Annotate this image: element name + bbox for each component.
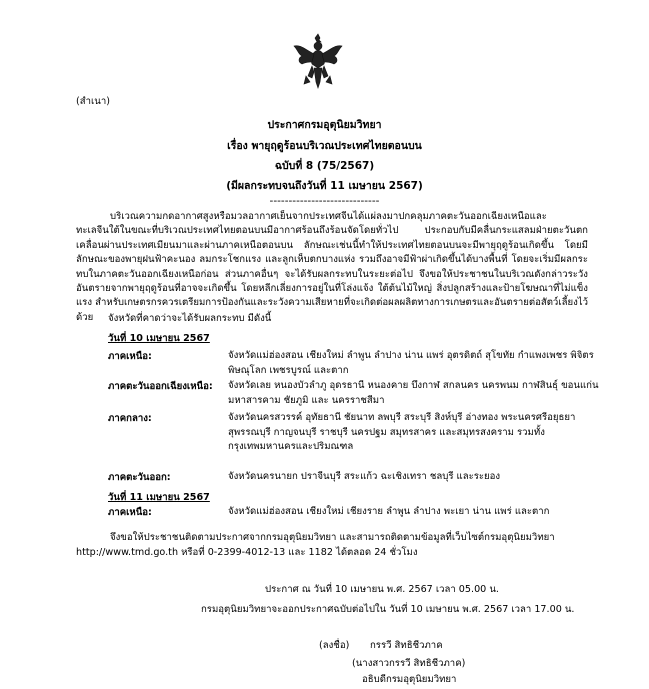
subject-line: เรื่อง พายุฤดูร้อนบริเวณประเทศไทยตอนบน bbox=[227, 140, 422, 152]
announcement-date: ประกาศ ณ วันที่ 10 เมษายน พ.ศ. 2567 เวลา 05.00 น. bbox=[265, 584, 499, 595]
region-label: ภาคเหนือ: bbox=[108, 351, 152, 362]
issue-number: ฉบับที่ 8 (75/2567) bbox=[274, 160, 375, 172]
region-provinces: จังหวัดเลย หนองบัวลำภู อุดรธานี หนองคาย บึงกาฬ สกลนคร นครพนม กาฬสินธุ์ ขอนแก่น มหาสารคาม ชัยภูมิ และ นครราชสีมา bbox=[228, 380, 599, 406]
signature-name: กรรวี สิทธิชีวภาค bbox=[370, 640, 443, 651]
signatory-title: อธิบดีกรมอุตุนิยมวิทยา bbox=[362, 674, 457, 685]
copy-label: (สำเนา) bbox=[76, 96, 110, 107]
region-provinces: จังหวัดแม่ฮ่องสอน เชียงใหม่ ลำพูน ลำปาง น่าน แพร่ อุตรดิตถ์ สุโขทัย กำแพงเพชร พิจิตร พิษณุโลก เพชรบูรณ์ และตาก bbox=[228, 350, 594, 376]
day1-heading: วันที่ 10 เมษายน 2567 bbox=[108, 333, 210, 344]
signature-label: (ลงชื่อ) bbox=[319, 640, 350, 651]
region-label: ภาคกลาง: bbox=[108, 413, 152, 424]
signatory-fullname: (นางสาวกรรวี สิทธิชีวภาค) bbox=[352, 658, 466, 669]
effective-date: (มีผลกระทบจนถึงวันที่ 11 เมษายน 2567) bbox=[226, 180, 423, 192]
region-provinces: จังหวัดแม่ฮ่องสอน เชียงใหม่ เชียงราย ลำพูน ลำปาง พะเยา น่าน แพร่ และตาก bbox=[228, 506, 550, 517]
region-label: ภาคเหนือ: bbox=[108, 507, 152, 518]
region-label: ภาคตะวันออกเฉียงเหนือ: bbox=[108, 381, 213, 392]
region-provinces: จังหวัดนครสวรรค์ อุทัยธานี ชัยนาท ลพบุรี สระบุรี สิงห์บุรี อ่างทอง พระนครศรีอยุธยา สุพรรณบุรี กาญจนบุรี ราชบุรี นครปฐม สมุทรสาคร และสมุทรสงคราม รวมทั้งกรุงเทพมหานครและปริมณฑล bbox=[228, 412, 576, 453]
day2-heading: วันที่ 11 เมษายน 2567 bbox=[108, 492, 210, 503]
region-label: ภาคตะวันออก: bbox=[108, 472, 171, 483]
next-notice: กรมอุตุนิยมวิทยาจะออกประกาศฉบับต่อไปใน วันที่ 10 เมษายน พ.ศ. 2567 เวลา 17.00 น. bbox=[201, 604, 575, 615]
intro-paragraph: บริเวณความกดอากาศสูงหรือมวลอากาศเย็นจากประเทศจีนได้แผ่ลงมาปกคลุมภาคตะวันออกเฉียงเหนือและทะเลจีนใต้ในขณะที่บริเวณประเทศไทยตอนบนมีอากาศร้อนถึงร้อนจัดโดยทั่วไป ประกอบกับมีคลื่นกระแสลมฝ่ายตะวันตกเคลื่อนผ่านประเทศเมียนมาและผ่านภาคเหนือตอนบน ลักษณะเช่นนี้ทำให้ประเทศไทยตอนบนจะมีพายุฤดูร้อนเกิดขึ้น โดยมีลักษณะของพายุฝนฟ้าคะนอง ลมกระโชกแรง และลูกเห็บตกบางแห่ง รวมถึงอาจมีฟ้าผ่าเกิดขึ้นได้บางพื้นที่ โดยจะเริ่มมีผลกระทบในภาคตะวันออกเฉียงเหนือก่อน ส่วนภาคอื่นๆ จะได้รับผลกระทบในระยะต่อไป จึงขอให้ประชาชนในบริเวณดังกล่าวระวังอันตรายจากพายุฤดูร้อนที่อาจจะเกิดขึ้น โดยหลีกเลี่ยงการอยู่ในที่โล่งแจ้ง ใต้ต้นไม้ใหญ่ สิ่งปลูกสร้างและป้ายโฆษณาที่ไม่แข็งแรง สำหรับเกษตรกรควรเตรียมการป้องกันและระวังความเสียหายที่จะเกิดต่อผลผลิตทางการเกษตรและอันตรายต่อสัตว์เลี้ยงไว้ด้วย bbox=[76, 211, 588, 323]
separator-line: ----------------------------- bbox=[269, 195, 380, 207]
org-title: ประกาศกรมอุตุนิยมวิทยา bbox=[267, 119, 382, 131]
affected-provinces-title: จังหวัดที่คาดว่าจะได้รับผลกระทบ มีดังนี้ bbox=[108, 313, 272, 324]
garuda-emblem-icon bbox=[292, 32, 344, 90]
closing-paragraph: จึงขอให้ประชาชนติดตามประกาศจากกรมอุตุนิยมวิทยา และสามารถติดตามข้อมูลที่เว็บไซต์กรมอุตุนิยมวิทยา http://www.tmd.go.th หรือที่ 0-2399-4012-13 และ 1182 ได้ตลอด 24 ชั่วโมง bbox=[76, 532, 555, 558]
region-provinces: จังหวัดนครนายก ปราจีนบุรี สระแก้ว ฉะเชิงเทรา ชลบุรี และระยอง bbox=[228, 471, 501, 482]
